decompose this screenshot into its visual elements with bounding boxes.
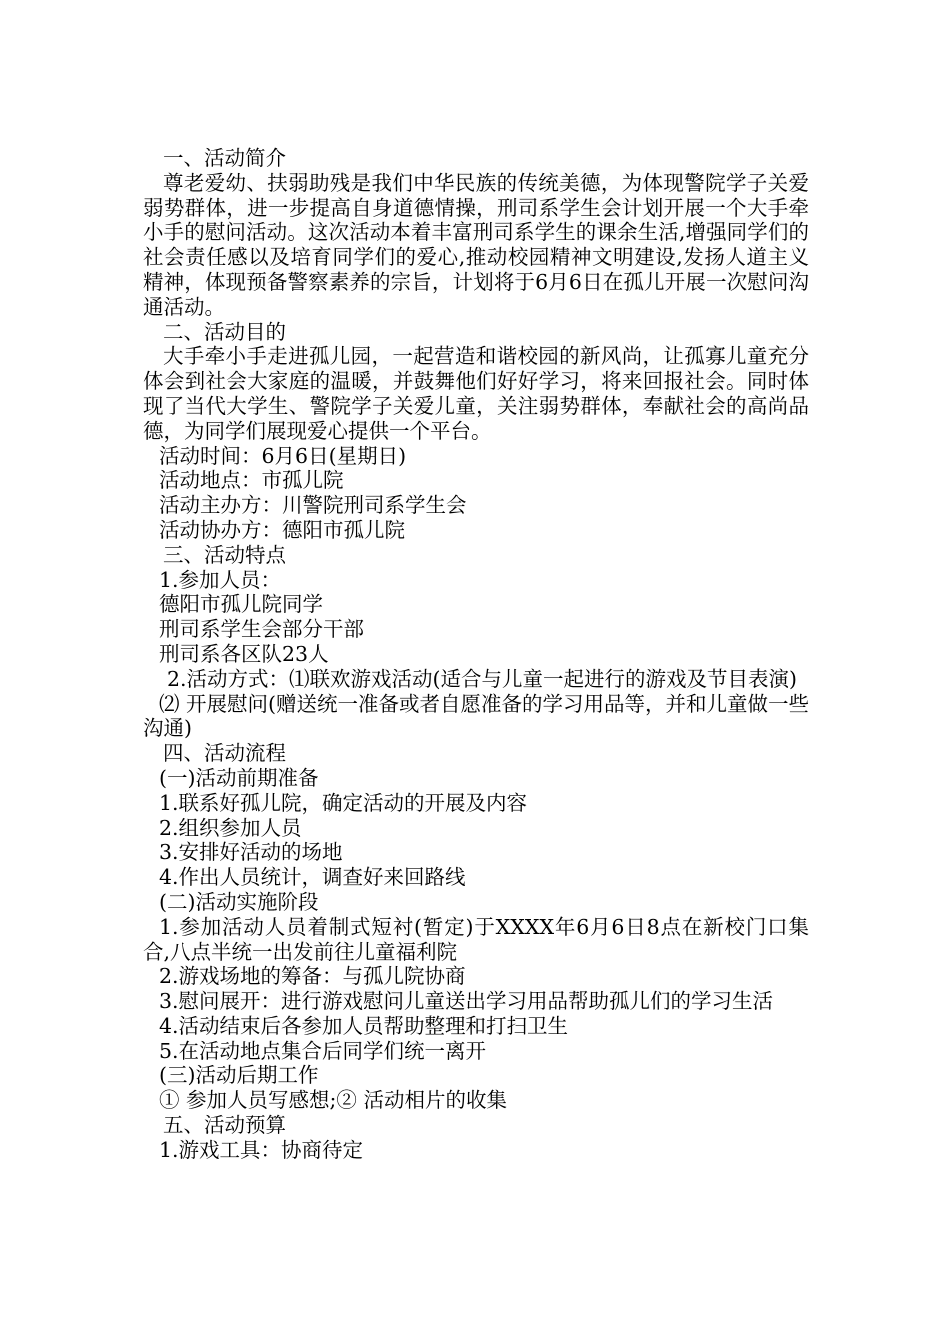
list-item: 4.作出人员统计，调查好来回路线 — [159, 865, 466, 890]
list-item: 2.组织参加人员 — [159, 815, 302, 840]
participant-item: 刑司系各区队23人 — [159, 641, 329, 666]
list-item: 1.联系好孤儿院，确定活动的开展及内容 — [159, 790, 528, 815]
section-heading-process: 四、活动流程 — [163, 741, 286, 766]
participant-item: 德阳市孤儿院同学 — [159, 592, 323, 617]
list-item: 2.游戏场地的筹备：与孤儿院协商 — [159, 964, 466, 989]
intro-paragraph: 尊老爱幼、扶弱助残是我们中华民族的传统美德，为体现警院学子关爱弱势群体，进一步提高自身道德情操，刑司系学生会计划开展一个大手牵小手的慰问活动。这次活动本着丰富刑司系学生的课余生活,增强同学们的社会责任感以及培育同学们的爱心,推动校园精神文明建设,发扬人道主义精神，体现预备警察素养的宗旨，计划将于6月6日在孤儿开展一次慰问沟通活动。 — [143, 170, 809, 319]
list-item: 1.游戏工具：协商待定 — [159, 1137, 364, 1162]
participants-heading: 1.参加人员： — [159, 567, 282, 592]
participant-item: 刑司系学生会部分干部 — [159, 617, 364, 642]
activity-time: 活动时间：6月6日(星期日) — [159, 443, 407, 468]
activity-format: 2.活动方式：⑴联欢游戏活动(适合与儿童一起进行的游戏及节目表演) — [167, 666, 798, 691]
activity-format-item: ⑵ 开展慰问(赠送统一准备或者自愿准备的学习用品等，并和儿童做一些沟通) — [143, 691, 810, 741]
subsection-heading: (二)活动实施阶段 — [159, 889, 319, 914]
subsection-heading: (一)活动前期准备 — [159, 765, 319, 790]
section-heading-purpose: 二、活动目的 — [163, 319, 286, 344]
subsection-heading: (三)活动后期工作 — [159, 1063, 319, 1088]
section-heading-features: 三、活动特点 — [163, 542, 286, 567]
activity-organizer: 活动主办方：川警院刑司系学生会 — [159, 493, 467, 518]
section-heading-budget: 五、活动预算 — [163, 1113, 286, 1138]
list-item: 4.活动结束后各参加人员帮助整理和打扫卫生 — [159, 1013, 569, 1038]
list-item: ① 参加人员写感想;② 活动相片的收集 — [159, 1088, 507, 1113]
purpose-paragraph: 大手牵小手走进孤儿园，一起营造和谐校园的新风尚，让孤寡儿童充分体会到社会大家庭的温暖，并鼓舞他们好好学习，将来回报社会。同时体现了当代大学生、警院学子关爱儿童，关注弱势群体，奉献社会的高尚品德，为同学们展现爱心提供一个平台。 — [143, 344, 809, 443]
list-item: 1.参加活动人员着制式短衬(暂定)于XXXX年6月6日8点在新校门口集合,八点半统一出发前往儿童福利院 — [143, 914, 809, 964]
activity-co-organizer: 活动协办方：德阳市孤儿院 — [159, 517, 405, 542]
list-item: 3.慰问展开：进行游戏慰问儿童送出学习用品帮助孤儿们的学习生活 — [159, 989, 774, 1014]
activity-location: 活动地点：市孤儿院 — [159, 468, 344, 493]
document-body — [143, 146, 809, 1163]
section-heading-intro: 一、活动简介 — [163, 146, 286, 170]
list-item: 3.安排好活动的场地 — [159, 840, 343, 865]
list-item: 5.在活动地点集合后同学们统一离开 — [159, 1038, 487, 1063]
